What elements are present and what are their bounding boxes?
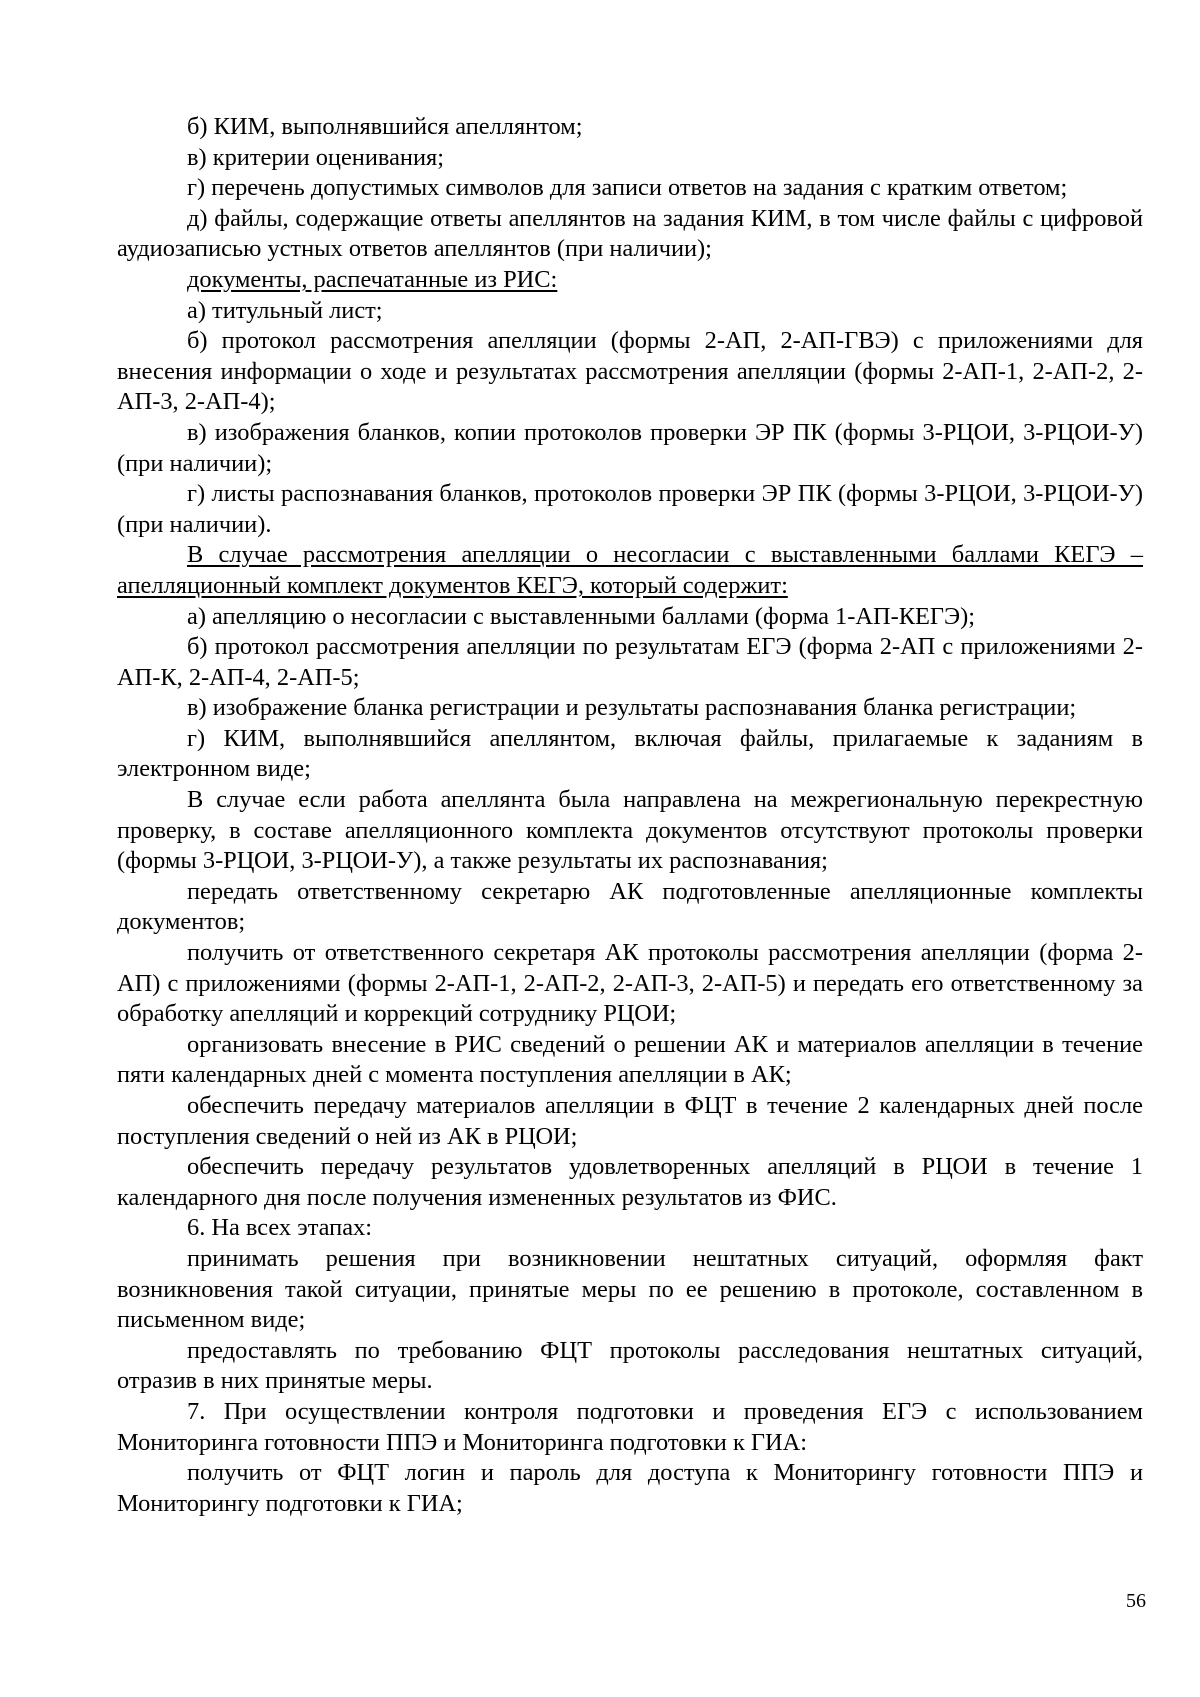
section-heading-kege (117, 540, 1143, 601)
paragraph: г) листы распознавания бланков, протоколов проверки ЭР ПК (формы 3-РЦОИ, 3-РЦОИ-У) (при наличии). (117, 480, 1143, 538)
underlined-heading-text: документы, распечатанные из РИС: (187, 265, 558, 293)
paragraph: а) титульный лист; (187, 296, 383, 324)
paragraph: б) протокол рассмотрения апелляции по результатам ЕГЭ (форма 2-АП с приложениями 2-АП-К, 2-АП-4, 2-АП-5; (117, 633, 1143, 691)
paragraph: В случае если работа апеллянта была направлена на межрегиональную перекрестную проверку, в составе апелляционного комплекта документов отсутствуют протоколы проверки (формы 3-РЦОИ, 3-РЦОИ-У), а также результаты их распознавания; (117, 786, 1143, 875)
paragraph: в) изображения бланков, копии протоколов проверки ЭР ПК (формы 3-РЦОИ, 3-РЦОИ-У) (при наличии); (117, 418, 1143, 477)
paragraph: принимать решения при возникновении нештатных ситуаций, оформляя факт возникновения такой ситуации, принятые меры по ее решению в протоколе, составленном в письменном виде; (117, 1244, 1143, 1334)
paragraph: обеспечить передачу результатов удовлетворенных апелляций в РЦОИ в течение 1 календарного дня после получения измененных результатов из ФИС. (117, 1153, 1143, 1211)
paragraph: д) файлы, содержащие ответы апеллянтов на задания КИМ, в том числе файлы с цифровой аудиозаписью устных ответов апеллянтов (при наличии); (117, 204, 1143, 263)
paragraph: организовать внесение в РИС сведений о решении АК и материалов апелляции в течение пяти календарных дней с момента поступления апелляции в АК; (117, 1030, 1143, 1089)
paragraph: г) перечень допустимых символов для записи ответов на задания с кратким ответом; (187, 174, 1068, 202)
paragraph: б) протокол рассмотрения апелляции (формы 2-АП, 2-АП-ГВЭ) с приложениями для внесения информации о ходе и результатах рассмотрения апелляции (формы 2-АП-1, 2-АП-2, 2-АП-3, 2-АП-4); (117, 327, 1143, 416)
paragraph: обеспечить передачу материалов апелляции в ФЦТ в течение 2 календарных дней после поступления сведений о ней из АК в РЦОИ; (117, 1092, 1143, 1150)
paragraph: в) критерии оценивания; (187, 143, 445, 171)
paragraph: б) КИМ, выполнявшийся апеллянтом; (187, 113, 583, 140)
paragraph: получить от ответственного секретаря АК протоколы рассмотрения апелляции (форма 2-АП) с приложениями (формы 2-АП-1, 2-АП-2, 2-АП-3, 2-АП-5) и передать его ответственному за обработку апелляций и коррекций сотруднику РЦОИ; (117, 939, 1143, 1028)
paragraph: а) апелляцию о несогласии с выставленными баллами (форма 1-АП-КЕГЭ); (187, 602, 975, 630)
paragraph: предоставлять по требованию ФЦТ протоколы расследования нештатных ситуаций, отразив в них принятые меры. (117, 1336, 1143, 1395)
paragraph: в) изображение бланка регистрации и результаты распознавания бланка регистрации; (187, 694, 1077, 722)
paragraph: передать ответственному секретарю АК подготовленные апелляционные комплекты документов; (117, 877, 1143, 936)
document-body (117, 112, 1143, 1519)
paragraph: получить от ФЦТ логин и пароль для доступа к Мониторингу готовности ППЭ и Мониторингу подготовки к ГИА; (117, 1459, 1143, 1517)
paragraph: 6. На всех этапах: (187, 1214, 373, 1242)
underlined-heading-text: В случае рассмотрения апелляции о несогласии с выставленными баллами КЕГЭ – апелляционный комплект документов КЕГЭ, который содержит: (117, 541, 1143, 599)
section-heading-ris-documents (117, 265, 1143, 296)
page-number: 56 (1126, 1590, 1146, 1612)
paragraph: г) КИМ, выполнявшийся апеллянтом, включая файлы, прилагаемые к заданиям в электронном виде; (117, 724, 1143, 783)
paragraph: 7. При осуществлении контроля подготовки и проведения ЕГЭ с использованием Мониторинга готовности ППЭ и Мониторинга подготовки к ГИА: (117, 1397, 1143, 1456)
